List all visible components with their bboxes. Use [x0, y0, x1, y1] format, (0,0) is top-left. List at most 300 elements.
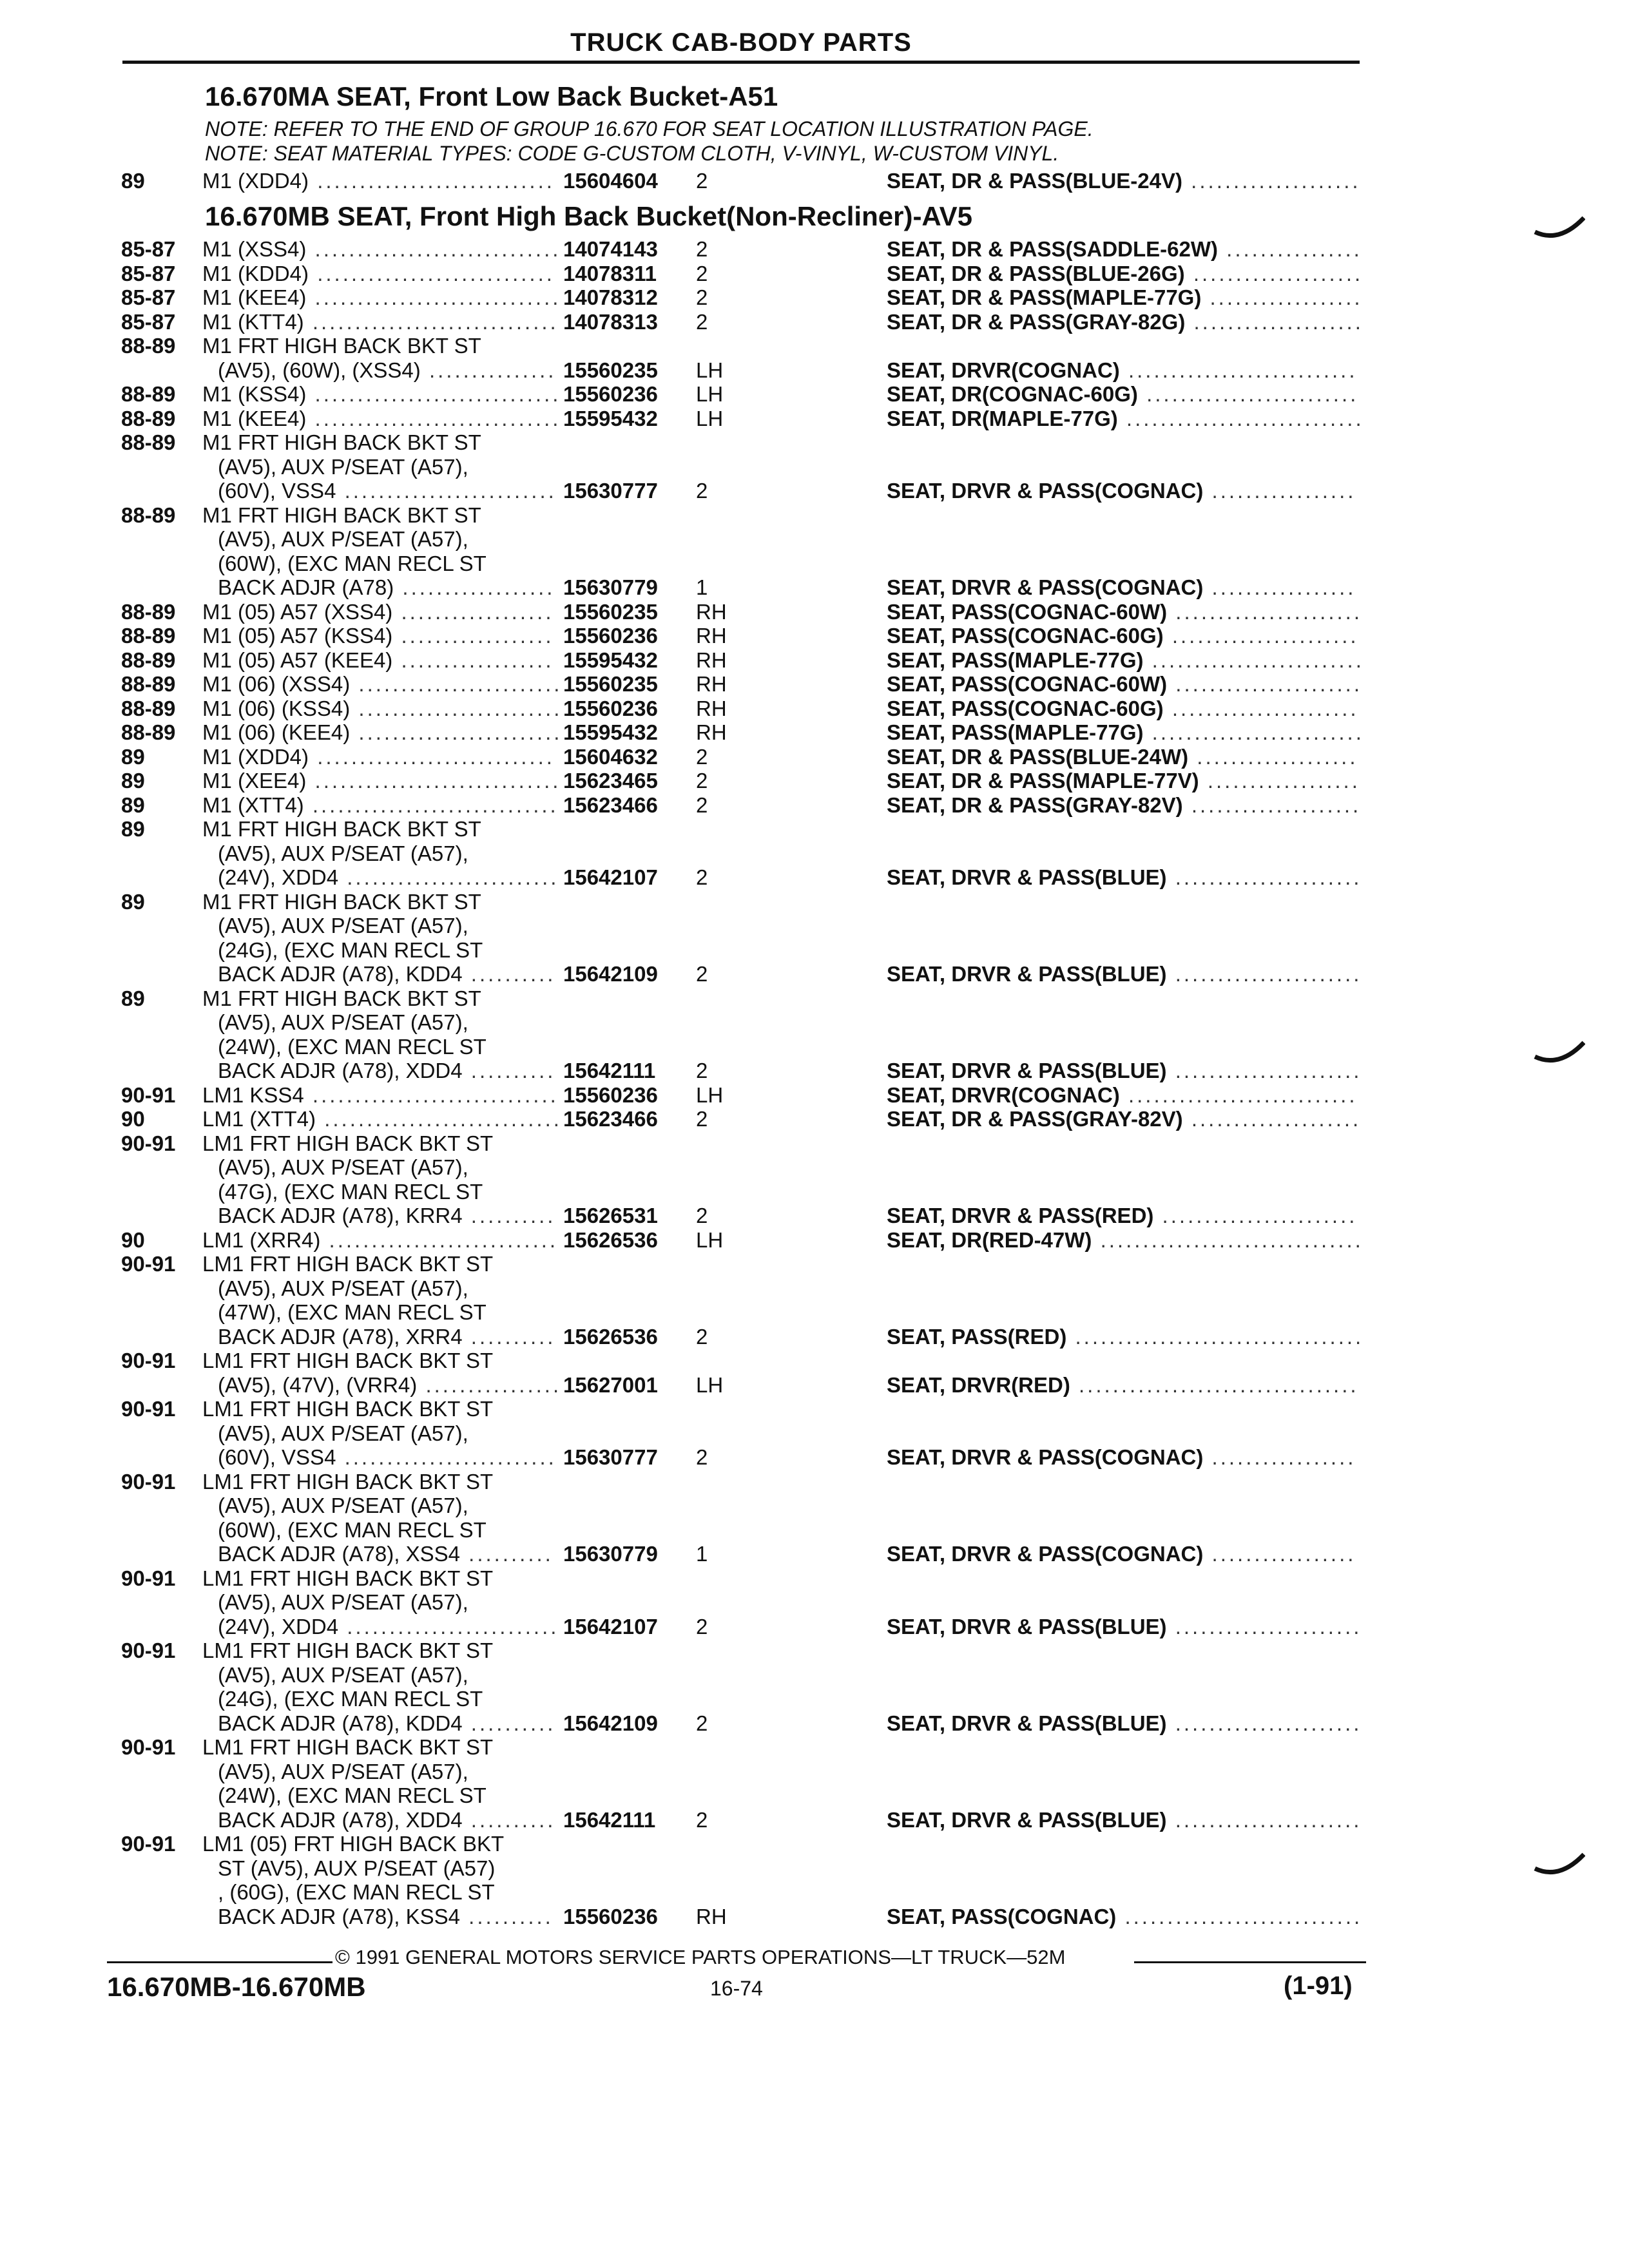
model-text: LM1 (05) FRT HIGH BACK BKT	[202, 1832, 505, 1856]
part-line	[0, 1035, 1629, 1059]
footer-rule-right	[1134, 1961, 1366, 1963]
model-text: BACK ADJR (A78), KSS4	[218, 1904, 460, 1928]
part-description-text: SEAT, DR(MAPLE-77G)	[887, 406, 1118, 430]
footer-page-number: 16-74	[710, 1977, 763, 2000]
leader-dots: ......................	[1166, 1614, 1362, 1639]
leader-dots: ................	[417, 1372, 562, 1397]
model-year: 90-91	[121, 1566, 176, 1590]
quantity: RH	[696, 648, 727, 672]
part-description-text: SEAT, DR & PASS(GRAY-82G)	[887, 309, 1186, 334]
part-line	[0, 817, 1629, 841]
part-description	[887, 624, 1359, 648]
model-text: BACK ADJR (A78), XRR4	[218, 1324, 463, 1349]
model-description	[202, 1252, 493, 1276]
part-line	[0, 1204, 1629, 1228]
part-description-text: SEAT, DR & PASS(BLUE-24V)	[887, 169, 1183, 193]
quantity: LH	[696, 382, 724, 406]
part-description	[887, 745, 1358, 769]
part-line	[0, 1445, 1629, 1470]
model-year: 88-89	[121, 334, 176, 358]
model-text: BACK ADJR (A78), KDD4	[218, 1711, 463, 1735]
model-text: (60W), (EXC MAN RECL ST	[218, 551, 487, 575]
part-description	[887, 310, 1364, 334]
part-line	[0, 575, 1629, 600]
model-description	[202, 648, 554, 673]
model-year: 90-91	[121, 1131, 176, 1155]
part-number: 14078311	[563, 261, 657, 285]
model-year: 88-89	[121, 720, 176, 744]
leader-dots: .............................	[306, 237, 561, 261]
leader-dots: ......................	[1166, 1807, 1362, 1832]
leader-dots: ...........................	[1119, 1082, 1358, 1107]
leader-dots: ....................	[1182, 169, 1361, 193]
model-text: (AV5), AUX P/SEAT (A57),	[218, 527, 468, 551]
model-description	[218, 1880, 495, 1905]
model-description	[218, 1663, 468, 1687]
model-description	[202, 624, 554, 648]
part-description	[887, 1083, 1358, 1108]
model-text: (24W), (EXC MAN RECL ST	[218, 1783, 487, 1807]
part-line	[0, 1276, 1629, 1301]
part-number: 15630779	[563, 1542, 658, 1566]
footer-section-range: 16.670MB-16.670MB	[107, 1972, 366, 2002]
quantity: 2	[696, 769, 708, 793]
part-number: 15642107	[563, 865, 658, 889]
model-description	[202, 1083, 559, 1108]
model-description	[218, 938, 483, 963]
model-text: (AV5), AUX P/SEAT (A57),	[218, 1494, 468, 1517]
part-line	[0, 1470, 1629, 1494]
leader-dots: .............................	[304, 793, 559, 817]
part-description	[887, 1228, 1364, 1253]
part-description	[887, 285, 1363, 310]
model-text: M1 (KDD4)	[202, 261, 309, 285]
part-description	[887, 600, 1362, 624]
part-line	[0, 745, 1629, 769]
model-text: M1 FRT HIGH BACK BKT ST	[202, 334, 481, 358]
quantity: 2	[696, 865, 708, 889]
part-line	[0, 1711, 1629, 1736]
model-text: (AV5), AUX P/SEAT (A57),	[218, 914, 468, 937]
model-text: LM1 FRT HIGH BACK BKT ST	[202, 1639, 494, 1662]
part-line	[0, 769, 1629, 793]
model-description	[202, 407, 561, 431]
model-description	[202, 720, 562, 745]
model-text: BACK ADJR (A78)	[218, 575, 394, 599]
model-text: (24V), XDD4	[218, 865, 339, 889]
part-line	[0, 697, 1629, 721]
leader-dots: ............................	[309, 169, 555, 193]
part-description-text: SEAT, DR & PASS(MAPLE-77V)	[887, 769, 1199, 793]
model-text: M1 FRT HIGH BACK BKT ST	[202, 430, 481, 454]
leader-dots: ....................	[1182, 1107, 1362, 1131]
leader-dots: ..................	[392, 624, 554, 648]
part-line	[0, 310, 1629, 334]
model-description	[218, 1325, 555, 1349]
part-description	[887, 358, 1358, 383]
part-description	[887, 1107, 1361, 1131]
model-description	[218, 1856, 495, 1881]
part-line	[0, 600, 1629, 624]
quantity: LH	[696, 358, 724, 382]
part-line	[0, 552, 1629, 576]
model-description	[202, 600, 554, 624]
part-description-text: SEAT, DRVR & PASS(COGNAC)	[887, 575, 1204, 599]
model-text: (60V), VSS4	[218, 1445, 336, 1469]
part-line	[0, 1059, 1629, 1083]
part-description	[887, 1542, 1356, 1566]
model-description	[202, 237, 561, 262]
part-number: 15560236	[563, 1904, 658, 1928]
model-year: 85-87	[121, 237, 176, 261]
part-description-text: SEAT, DR & PASS(SADDLE-62W)	[887, 237, 1218, 261]
model-description	[218, 1035, 487, 1059]
part-description	[887, 793, 1361, 818]
model-text: M1 (XEE4)	[202, 769, 307, 793]
margin-mark-2	[1534, 1037, 1585, 1070]
part-description	[887, 1615, 1362, 1639]
leader-dots: .............................	[304, 309, 559, 334]
part-line	[0, 648, 1629, 673]
leader-dots: ..........	[462, 962, 556, 986]
leader-dots: .........................	[1137, 382, 1359, 406]
part-number: 15560235	[563, 599, 658, 624]
part-description-text: SEAT, DR & PASS(MAPLE-77G)	[887, 285, 1202, 309]
model-description	[218, 1059, 555, 1083]
part-number: 15623466	[563, 793, 658, 817]
part-line	[0, 382, 1629, 407]
model-description	[218, 1180, 483, 1204]
part-line	[0, 1735, 1629, 1760]
part-line	[0, 1131, 1629, 1156]
model-description	[202, 1639, 493, 1663]
model-year: 89	[121, 169, 145, 193]
leader-dots: ..........	[462, 1711, 556, 1735]
part-line	[0, 1300, 1629, 1325]
part-description	[887, 720, 1364, 745]
part-line	[0, 285, 1629, 310]
leader-dots: .................................	[1070, 1372, 1359, 1397]
model-text: M1 (06) (KSS4)	[202, 696, 351, 720]
model-description	[218, 455, 468, 479]
quantity: 2	[696, 962, 708, 986]
model-description	[218, 527, 468, 552]
model-description	[218, 479, 557, 503]
part-line	[0, 720, 1629, 745]
part-line	[0, 1325, 1629, 1349]
part-description	[887, 1905, 1362, 1929]
part-description-text: SEAT, PASS(COGNAC-60W)	[887, 672, 1168, 696]
model-text: (24G), (EXC MAN RECL ST	[218, 937, 483, 962]
quantity: 2	[696, 793, 708, 817]
model-description	[218, 575, 555, 600]
model-text: M1 (XSS4)	[202, 237, 307, 261]
part-description	[887, 1059, 1362, 1083]
model-description	[218, 1494, 468, 1518]
model-description	[218, 841, 468, 866]
model-text: LM1 KSS4	[202, 1082, 304, 1107]
model-description	[218, 1155, 468, 1180]
model-text: (AV5), AUX P/SEAT (A57),	[218, 1759, 468, 1783]
model-year: 89	[121, 817, 145, 841]
model-year: 85-87	[121, 309, 176, 334]
part-number: 14074143	[563, 237, 658, 261]
model-text: (AV5), AUX P/SEAT (A57),	[218, 454, 468, 479]
model-text: M1 (XDD4)	[202, 169, 309, 193]
model-text: M1 (06) (KEE4)	[202, 720, 351, 744]
leader-dots: ............................	[1116, 1904, 1363, 1928]
margin-mark-1	[1534, 213, 1585, 245]
model-text: (AV5), AUX P/SEAT (A57),	[218, 1010, 468, 1034]
model-description	[218, 962, 555, 986]
model-text: (60W), (EXC MAN RECL ST	[218, 1517, 487, 1542]
leader-dots: ..........	[459, 1542, 554, 1566]
quantity: 2	[696, 285, 708, 309]
part-number: 15560236	[563, 1082, 658, 1107]
model-year: 90	[121, 1107, 145, 1131]
leader-dots: ............................	[316, 1107, 562, 1131]
model-description	[202, 672, 562, 697]
model-text: (AV5), AUX P/SEAT (A57),	[218, 841, 468, 865]
quantity: 2	[696, 1059, 708, 1082]
model-text: BACK ADJR (A78), XDD4	[218, 1807, 463, 1832]
model-year: 88-89	[121, 599, 176, 624]
model-text: LM1 FRT HIGH BACK BKT ST	[202, 1349, 494, 1372]
part-line	[0, 1155, 1629, 1180]
part-line	[0, 169, 1629, 193]
part-description	[887, 1711, 1362, 1736]
part-description-text: SEAT, DRVR & PASS(BLUE)	[887, 865, 1167, 889]
part-line	[0, 1180, 1629, 1204]
leader-dots: ....................	[1182, 793, 1362, 817]
quantity: 2	[696, 1445, 708, 1469]
part-description-text: SEAT, DRVR & PASS(RED)	[887, 1204, 1154, 1227]
quantity: LH	[696, 1227, 724, 1252]
model-description	[202, 262, 555, 286]
model-description	[202, 169, 555, 193]
part-line	[0, 865, 1629, 890]
model-description	[202, 817, 481, 841]
model-description	[218, 358, 556, 383]
leader-dots: .............................	[306, 285, 561, 309]
leader-dots: ......................	[1167, 599, 1363, 624]
quantity: 2	[696, 309, 708, 334]
part-number: 15604604	[563, 169, 658, 193]
leader-dots: ......................	[1166, 1059, 1362, 1082]
part-description	[887, 865, 1362, 890]
part-description-text: SEAT, DRVR & PASS(COGNAC)	[887, 1445, 1204, 1469]
quantity: 2	[696, 169, 708, 193]
model-description	[218, 1905, 554, 1929]
model-year: 88-89	[121, 406, 176, 430]
leader-dots: ...................	[1188, 744, 1358, 769]
part-line	[0, 1421, 1629, 1446]
leader-dots: ......................	[1163, 696, 1359, 720]
leader-dots: ............................	[309, 744, 555, 769]
model-text: (AV5), AUX P/SEAT (A57),	[218, 1155, 468, 1179]
quantity: RH	[696, 696, 727, 720]
part-line	[0, 334, 1629, 358]
model-text: M1 (05) A57 (XSS4)	[202, 599, 393, 624]
part-line	[0, 1808, 1629, 1832]
model-year: 88-89	[121, 624, 176, 648]
part-line	[0, 938, 1629, 963]
leader-dots: .............................	[306, 769, 561, 793]
model-year: 89	[121, 793, 145, 817]
part-number: 15642111	[563, 1807, 656, 1832]
quantity: 2	[696, 479, 708, 503]
part-number: 15595432	[563, 406, 658, 430]
model-description	[202, 1832, 504, 1856]
part-description	[887, 962, 1362, 986]
model-year: 88-89	[121, 382, 176, 406]
model-text: (AV5), (60W), (XSS4)	[218, 358, 421, 382]
part-line	[0, 962, 1629, 986]
quantity: RH	[696, 720, 727, 744]
model-text: , (60G), (EXC MAN RECL ST	[218, 1880, 495, 1904]
quantity: RH	[696, 599, 727, 624]
part-description-text: SEAT, PASS(COGNAC-60G)	[887, 696, 1164, 720]
leader-dots: ..................	[1199, 769, 1360, 793]
model-description	[218, 1204, 555, 1228]
model-description	[202, 334, 481, 358]
model-year: 90-91	[121, 1735, 176, 1759]
model-year: 88-89	[121, 672, 176, 696]
leader-dots: ........................	[350, 696, 563, 720]
model-text: ST (AV5), AUX P/SEAT (A57)	[218, 1856, 496, 1880]
leader-dots: ..........	[459, 1904, 554, 1928]
model-year: 85-87	[121, 261, 176, 285]
model-text: BACK ADJR (A78), KDD4	[218, 962, 463, 986]
quantity: 2	[696, 1807, 708, 1832]
model-description	[202, 697, 562, 721]
model-text: (AV5), AUX P/SEAT (A57),	[218, 1662, 468, 1687]
part-description-text: SEAT, DRVR & PASS(COGNAC)	[887, 479, 1204, 503]
leader-dots: ......................	[1163, 624, 1359, 648]
part-number: 15642111	[563, 1059, 656, 1082]
quantity: RH	[696, 672, 727, 696]
quantity: 1	[696, 1542, 708, 1566]
part-description	[887, 672, 1362, 697]
part-line	[0, 430, 1629, 455]
model-year: 89	[121, 986, 145, 1010]
margin-mark-3	[1534, 1849, 1585, 1881]
leader-dots: .................	[1203, 479, 1356, 503]
part-number: 15642109	[563, 1711, 658, 1735]
part-description	[887, 1373, 1359, 1398]
part-line	[0, 1373, 1629, 1398]
model-text: (AV5), AUX P/SEAT (A57),	[218, 1276, 468, 1300]
model-year: 89	[121, 769, 145, 793]
part-description-text: SEAT, PASS(COGNAC)	[887, 1904, 1117, 1928]
part-line	[0, 1663, 1629, 1687]
section-title-ma: 16.670MA SEAT, Front Low Back Bucket-A51	[205, 81, 778, 111]
part-description	[887, 769, 1360, 793]
quantity: LH	[696, 1372, 724, 1397]
model-text: LM1 FRT HIGH BACK BKT ST	[202, 1469, 494, 1494]
part-line	[0, 1687, 1629, 1711]
part-number: 14078313	[563, 309, 658, 334]
leader-dots: .........................	[1143, 648, 1364, 672]
model-text: BACK ADJR (A78), KRR4	[218, 1204, 463, 1227]
part-line	[0, 1880, 1629, 1905]
section-title-mb: 16.670MB SEAT, Front High Back Bucket(Non-Recliner)-AV5	[205, 201, 973, 231]
part-line	[0, 1349, 1629, 1373]
model-text: M1 (KSS4)	[202, 382, 307, 406]
part-number: 15642107	[563, 1614, 658, 1639]
part-description	[887, 575, 1356, 600]
model-description	[218, 1445, 557, 1470]
model-text: LM1 FRT HIGH BACK BKT ST	[202, 1397, 494, 1421]
part-line	[0, 1590, 1629, 1615]
model-year: 90-91	[121, 1082, 176, 1107]
leader-dots: .............................	[304, 1082, 559, 1107]
part-description	[887, 479, 1356, 503]
part-number: 15630777	[563, 1445, 658, 1469]
part-description-text: SEAT, PASS(RED)	[887, 1324, 1067, 1349]
part-number: 15595432	[563, 720, 658, 744]
model-description	[218, 1300, 487, 1325]
model-description	[202, 1131, 493, 1156]
part-line	[0, 890, 1629, 914]
part-line	[0, 1397, 1629, 1421]
part-description	[887, 1445, 1356, 1470]
part-line	[0, 1107, 1629, 1131]
part-description	[887, 169, 1361, 193]
part-number: 15626531	[563, 1204, 658, 1227]
model-description	[218, 1373, 561, 1398]
part-line	[0, 358, 1629, 383]
quantity: RH	[696, 624, 727, 648]
part-line	[0, 1542, 1629, 1566]
part-description-text: SEAT, DRVR & PASS(BLUE)	[887, 1059, 1167, 1082]
model-year: 90	[121, 1227, 145, 1252]
model-text: M1 FRT HIGH BACK BKT ST	[202, 503, 481, 527]
model-text: LM1 FRT HIGH BACK BKT ST	[202, 1131, 494, 1155]
model-text: LM1 (XTT4)	[202, 1107, 316, 1131]
leader-dots: ........................	[350, 720, 563, 744]
part-line	[0, 914, 1629, 938]
leader-dots: ..........	[462, 1807, 556, 1832]
quantity: 2	[696, 261, 708, 285]
part-line	[0, 1639, 1629, 1663]
part-line	[0, 1760, 1629, 1784]
leader-dots: .........................	[1143, 720, 1364, 744]
model-text: (47G), (EXC MAN RECL ST	[218, 1179, 483, 1204]
model-text: M1 (05) A57 (KSS4)	[202, 624, 393, 648]
page-header: TRUCK CAB-BODY PARTS	[570, 28, 912, 57]
model-year: 85-87	[121, 285, 176, 309]
leader-dots: ..................	[392, 599, 554, 624]
part-description-text: SEAT, DRVR(RED)	[887, 1372, 1070, 1397]
footer-rule-left	[107, 1961, 333, 1963]
leader-dots: .........................	[338, 1614, 559, 1639]
leader-dots: ..................................	[1066, 1324, 1364, 1349]
model-text: (60V), VSS4	[218, 479, 336, 503]
part-line	[0, 1252, 1629, 1276]
leader-dots: ..........	[462, 1204, 556, 1227]
quantity: 2	[696, 1324, 708, 1349]
leader-dots: .........................	[338, 865, 559, 889]
quantity: 2	[696, 1107, 708, 1131]
model-text: M1 FRT HIGH BACK BKT ST	[202, 817, 481, 841]
model-description	[218, 865, 559, 890]
quantity: 2	[696, 1711, 708, 1735]
part-line	[0, 237, 1629, 262]
model-text: M1 (06) (XSS4)	[202, 672, 351, 696]
model-year: 90-91	[121, 1639, 176, 1662]
model-text: LM1 (XRR4)	[202, 1227, 321, 1252]
